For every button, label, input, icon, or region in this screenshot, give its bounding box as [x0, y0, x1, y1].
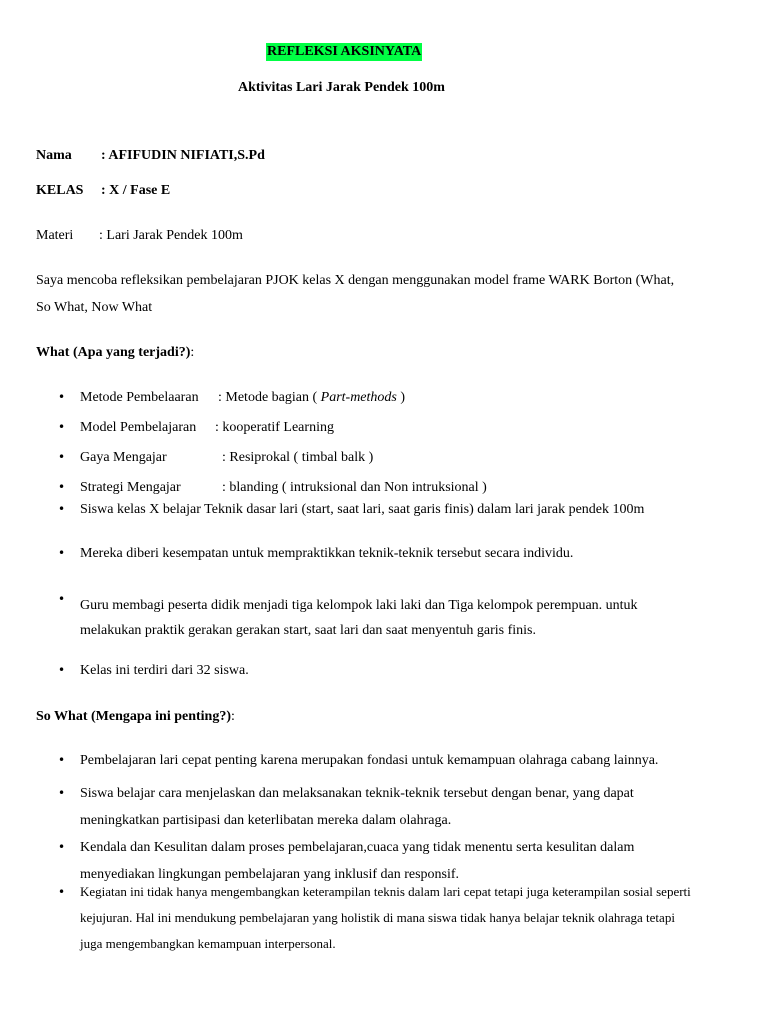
sowhat-item-4-line-3: juga mengembangkan kemampuan interpersonal.: [80, 936, 336, 951]
list-item: [58, 420, 734, 450]
siswa-text: Siswa kelas X belajar Teknik dasar lari (start, saat lari, saat garis finis) dalam lari jarak pendek 100m: [80, 502, 645, 517]
sowhat-item-3-line-2: menyediakan lingkungan pembelajaran yang inklusif dan responsif.: [80, 867, 460, 882]
sowhat-item-4-line-1: • Kegiatan ini tidak hanya mengembangkan keterampilan teknis dalam lari cepat tetapi juga keterampilan sosial seperti: [80, 884, 691, 899]
document-title: REFLEKSI AKSINYATA: [267, 44, 422, 59]
materi-value: : Lari Jarak Pendek 100m: [99, 228, 243, 243]
model-label: • Model Pembelajaran: [80, 420, 197, 435]
list-item: [58, 780, 734, 834]
sowhat-heading-suffix: :: [231, 709, 235, 724]
sowhat-heading: [36, 709, 235, 725]
part-methods-italic: Part-methods: [320, 390, 397, 405]
gaya-label: • Gaya Mengajar: [80, 450, 167, 465]
what-bullet-kelas: [58, 663, 734, 679]
guru-line-2: melakukan praktik gerakan gerakan start, saat lari dan saat menyentuh garis finis.: [80, 623, 536, 638]
list-item: [58, 502, 734, 524]
nama-label: Nama: [36, 148, 72, 163]
what-bullet-guru: [58, 592, 734, 644]
sowhat-heading-text: So What (Mengapa ini penting?): [36, 709, 231, 724]
list-item: [58, 450, 734, 480]
sowhat-item-4-line-2: kejujuran. Hal ini mendukung pembelajaran yang holistik di mana siswa tidak hanya belajar teknik olahraga tetapi: [80, 910, 675, 925]
what-bullet-mereka: [58, 546, 734, 562]
list-item: [58, 480, 734, 502]
list-item: [58, 390, 734, 420]
kelas-text: Kelas ini terdiri dari 32 siswa.: [80, 663, 249, 678]
intro-line-2: So What, Now What: [36, 300, 153, 315]
list-item: [58, 546, 734, 562]
sowhat-item-1: Pembelajaran lari cepat penting karena merupakan fondasi untuk kemampuan olahraga cabang lainnya.: [80, 753, 659, 768]
kelas-label: KELAS: [36, 183, 84, 198]
list-item: [58, 592, 734, 644]
list-item: [58, 753, 734, 780]
intro-line-1: Saya mencoba refleksikan pembelajaran PJOK kelas X dengan menggunakan model frame WARK Borton (What,: [36, 273, 675, 288]
guru-line-1: • Guru membagi peserta didik menjadi tiga kelompok laki laki dan Tiga kelompok perempuan. untuk: [80, 598, 638, 613]
model-value: : kooperatif Learning: [215, 420, 334, 435]
list-item: [58, 663, 734, 679]
sowhat-item-3-line-1: • Kendala dan Kesulitan dalam proses pembelajaran,cuaca yang tidak menentu serta kesulitan dalam: [80, 840, 635, 855]
list-item: [58, 879, 734, 957]
kelas-value: : X / Fase E: [101, 183, 171, 198]
what-method-list: [58, 390, 734, 524]
what-heading-suffix: :: [190, 345, 195, 360]
list-item: [58, 834, 734, 882]
method-value: : Metode bagian ( Part-methods ): [218, 390, 406, 405]
materi-label: Materi: [36, 228, 74, 243]
strategi-label: • Strategi Mengajar: [80, 480, 181, 495]
document-subtitle: Aktivitas Lari Jarak Pendek 100m: [238, 80, 445, 95]
sowhat-item-2-line-2: meningkatkan partisipasi dan keterlibatan mereka dalam olahraga.: [80, 813, 452, 828]
mereka-text: Mereka diberi kesempatan untuk mempraktikkan teknik-teknik tersebut secara individu.: [80, 546, 574, 561]
nama-value: : AFIFUDIN NIFIATI,S.Pd: [101, 148, 265, 163]
sowhat-list: [58, 753, 734, 957]
strategi-value: : blanding ( intruksional dan Non intruksional ): [222, 480, 487, 495]
sowhat-item-2-line-1: • Siswa belajar cara menjelaskan dan melaksanakan teknik-teknik tersebut dengan benar, yang dapat: [80, 786, 634, 801]
gaya-value: : Resiprokal ( timbal balk ): [222, 450, 374, 465]
method-label: • Metode Pembelaaran: [80, 390, 199, 405]
what-heading-text: What (Apa yang terjadi?): [36, 345, 191, 360]
what-heading: [36, 345, 194, 361]
